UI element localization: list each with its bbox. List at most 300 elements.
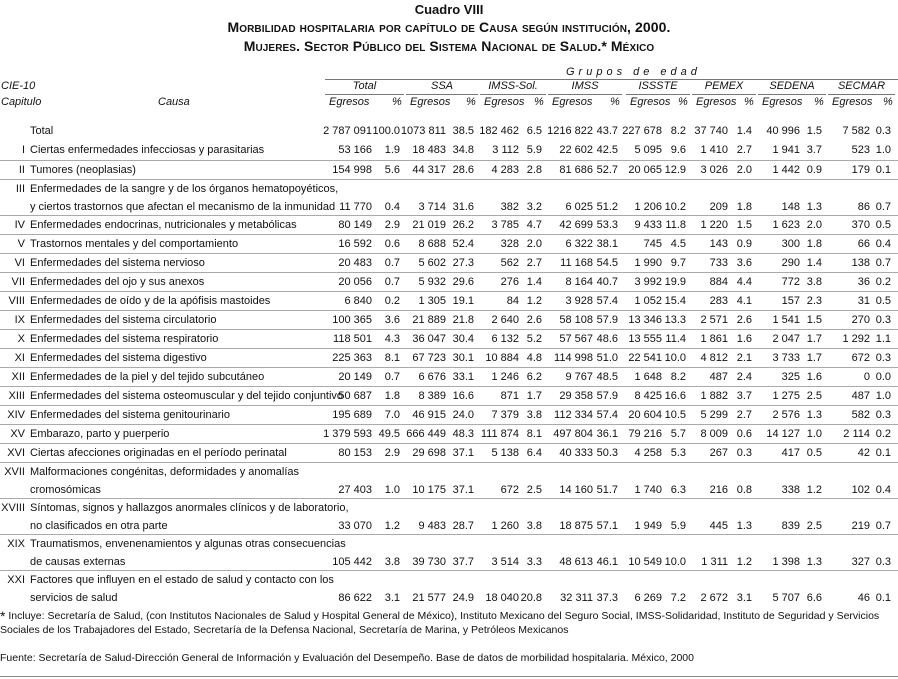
- group-header-imss: IMSS: [571, 80, 599, 92]
- egresos-value: 1 623: [772, 219, 800, 231]
- super-header-grupos: Grupos de edad: [566, 66, 701, 78]
- percent-value: 3.6: [384, 314, 400, 326]
- percent-value: 3.8: [384, 556, 400, 568]
- percent-value: 1.5: [806, 125, 822, 137]
- percent-value: 2.0: [806, 219, 822, 231]
- egresos-value: 22 541: [628, 352, 662, 364]
- egresos-value: 102: [851, 484, 870, 496]
- footnote-text: Incluye: Secretaría de Salud, (con Institutos Nacionales de Salud y Hospital General de México), Instituto Mexicano del Seguro Social, IMSS-Solidaridad, Instituto de Seguridad y Servicios Sociales de los Trabajadores del Estado, Secretaría de la Defensa Nacional, Secretaría de Marina, y Petróleos Mexicanos: [0, 610, 880, 636]
- cause-label: Enfermedades del sistema nervioso: [30, 257, 205, 269]
- egresos-value: 1 305: [418, 295, 446, 307]
- group-header-rule: [406, 94, 478, 95]
- chapter-numeral: IX: [14, 314, 25, 326]
- percent-value: 2.0: [736, 164, 752, 176]
- cause-label: Embarazo, parto y puerperio: [30, 428, 170, 440]
- table-subtitle: Mujeres. Sector Público del Sistema Nacional de Salud.* México: [243, 38, 655, 54]
- cause-label: Enfermedades del sistema respiratorio: [30, 333, 219, 345]
- percent-value: 9.7: [670, 257, 686, 269]
- egresos-value: 1 052: [634, 295, 662, 307]
- percent-value: 13.3: [664, 314, 686, 326]
- egresos-value: 86: [857, 201, 870, 213]
- percent-value: 31.6: [452, 201, 474, 213]
- percent-value: 16.6: [452, 390, 474, 402]
- chapter-numeral: XIX: [7, 538, 25, 550]
- egresos-value: 22 602: [559, 144, 593, 156]
- egresos-value: 7 379: [491, 409, 519, 421]
- percent-value: 51.7: [596, 484, 618, 496]
- percent-value: 3.8: [526, 520, 542, 532]
- percent-value: 15.4: [664, 295, 686, 307]
- egresos-value: 1 206: [634, 201, 662, 213]
- percent-value: 5.7: [670, 428, 686, 440]
- egresos-value: 182 462: [479, 125, 519, 137]
- egresos-value: 884: [709, 276, 728, 288]
- egresos-value: 3 714: [418, 201, 446, 213]
- percent-value: 0.3: [875, 409, 891, 421]
- percent-value: 11.4: [665, 333, 686, 345]
- egresos-value: 114 998: [554, 352, 593, 364]
- percent-value: 1.5: [806, 314, 822, 326]
- egresos-value: 21 019: [412, 219, 446, 231]
- egresos-value: 66: [857, 238, 870, 250]
- cause-label: Ciertas enfermedades infecciosas y parasitarias: [30, 144, 265, 156]
- table-label: Cuadro VIII: [414, 2, 484, 17]
- chapter-numeral: XVI: [7, 447, 25, 459]
- chapter-numeral: XV: [10, 428, 25, 440]
- egresos-value: 20 483: [338, 257, 372, 269]
- egresos-value: 8 688: [418, 238, 446, 250]
- percent-value: 10.0: [664, 352, 686, 364]
- egresos-value: 672: [500, 484, 519, 496]
- egresos-value: 300: [781, 238, 800, 250]
- egresos-value: 1 949: [634, 520, 662, 532]
- egresos-value: 42: [857, 447, 870, 459]
- percent-value: 1.3: [736, 520, 752, 532]
- egresos-value: 417: [781, 447, 800, 459]
- egresos-value: 1 541: [772, 314, 800, 326]
- egresos-value: 14 127: [766, 428, 800, 440]
- percent-value: 2.0: [526, 238, 542, 250]
- percent-value: 6.2: [526, 371, 542, 383]
- egresos-value: 39 730: [412, 556, 446, 568]
- percent-value: 37.3: [596, 592, 618, 604]
- egresos-value: 81 686: [559, 164, 593, 176]
- percent-value: 1.7: [806, 333, 822, 345]
- egresos-value: 40 996: [766, 125, 800, 137]
- percent-value: 49.5: [378, 428, 400, 440]
- chapter-numeral: XVII: [4, 466, 25, 478]
- percent-value: 0.5: [806, 447, 822, 459]
- footnote-marker: *: [0, 608, 6, 624]
- percent-value: 52.4: [452, 238, 474, 250]
- egresos-value: 58 108: [559, 314, 593, 326]
- percent-subheader: %: [744, 96, 754, 108]
- egresos-value: 2 114: [843, 428, 870, 440]
- egresos-value: 1 379 593: [323, 428, 372, 440]
- egresos-value: 1 740: [634, 484, 662, 496]
- egresos-value: 3 112: [492, 144, 519, 156]
- egresos-value: 5 707: [772, 592, 800, 604]
- egresos-value: 67 723: [412, 352, 446, 364]
- percent-value: 24.9: [452, 592, 474, 604]
- table-row: [0, 498, 898, 535]
- table-row: [0, 179, 898, 216]
- percent-subheader: %: [466, 96, 476, 108]
- cause-label: Factores que influyen en el estado de salud y contacto con los: [30, 574, 334, 586]
- egresos-value: 8 009: [700, 428, 728, 440]
- percent-value: 57.9: [596, 390, 618, 402]
- egresos-value: 523: [851, 144, 870, 156]
- egresos-value: 36 047: [412, 333, 446, 345]
- egresos-value: 2 576: [772, 409, 800, 421]
- cause-label: Enfermedades de la piel y del tejido subcutáneo: [30, 371, 265, 383]
- percent-value: 3.8: [806, 276, 822, 288]
- percent-value: 51.2: [596, 201, 618, 213]
- percent-value: 1.3: [806, 201, 822, 213]
- egresos-value: 1 311: [701, 556, 728, 568]
- group-header-pemex: PEMEX: [704, 80, 744, 92]
- group-header-rule: [325, 94, 404, 95]
- chapter-numeral: XIV: [7, 409, 25, 421]
- percent-value: 43.7: [596, 125, 618, 137]
- egresos-value: 9 483: [418, 520, 446, 532]
- percent-value: 42.5: [596, 144, 618, 156]
- percent-value: 1.8: [736, 201, 752, 213]
- percent-value: 0.7: [384, 371, 400, 383]
- table-row: [0, 570, 898, 607]
- egresos-value: 13 346: [628, 314, 662, 326]
- egresos-value: 14 160: [559, 484, 593, 496]
- egresos-value: 497 804: [553, 428, 593, 440]
- percent-value: 7.2: [670, 592, 686, 604]
- percent-value: 2.9: [384, 219, 400, 231]
- percent-value: 5.3: [670, 447, 686, 459]
- egresos-value: 118 501: [333, 333, 372, 345]
- percent-value: 3.3: [526, 556, 542, 568]
- percent-value: 57.9: [596, 314, 618, 326]
- table-row: [0, 141, 898, 160]
- egresos-value: 3 026: [700, 164, 728, 176]
- percent-value: 0.9: [736, 238, 752, 250]
- egresos-value: 29 358: [559, 390, 593, 402]
- bottom-rule: [0, 676, 898, 677]
- table-row: [0, 253, 898, 273]
- percent-subheader: %: [392, 96, 402, 108]
- percent-value: 4.1: [736, 295, 752, 307]
- egresos-value: 179: [851, 164, 870, 176]
- table-row: [0, 405, 898, 425]
- egresos-value: 20 604: [628, 409, 662, 421]
- percent-value: 6.3: [670, 484, 686, 496]
- egresos-value: 5 602: [418, 257, 446, 269]
- percent-value: 1.5: [736, 219, 752, 231]
- table-row: [0, 160, 898, 180]
- egresos-value: 328: [500, 238, 519, 250]
- egresos-value: 2 047: [772, 333, 800, 345]
- table-row: [0, 386, 898, 406]
- cause-label: Malformaciones congénitas, deformidades y anomalías: [30, 466, 300, 478]
- egresos-value: 1 648: [634, 371, 662, 383]
- percent-value: 0.1: [875, 164, 891, 176]
- egresos-value: 10 884: [485, 352, 519, 364]
- egresos-value: 143: [709, 238, 728, 250]
- percent-value: 9.6: [670, 144, 686, 156]
- table-row: [0, 122, 898, 141]
- chapter-numeral: I: [21, 144, 25, 156]
- group-header-secmar: SECMAR: [837, 80, 886, 92]
- egresos-value: 112 334: [554, 409, 593, 421]
- egresos-subheader: Egresos: [410, 96, 451, 108]
- percent-value: 57.1: [596, 520, 618, 532]
- percent-value: 52.7: [596, 164, 618, 176]
- egresos-value: 18 875: [559, 520, 593, 532]
- table-row: [0, 348, 898, 368]
- egresos-value: 3 514: [491, 556, 519, 568]
- egresos-value: 84: [506, 295, 519, 307]
- percent-value: 51.0: [596, 352, 618, 364]
- percent-value: 48.6: [596, 333, 618, 345]
- egresos-value: 8 389: [418, 390, 446, 402]
- percent-value: 6.4: [526, 447, 542, 459]
- percent-value: 48.3: [452, 428, 474, 440]
- egresos-value: 219: [851, 520, 870, 532]
- table-row: [0, 272, 898, 292]
- percent-subheader: %: [678, 96, 688, 108]
- egresos-value: 195 689: [332, 409, 372, 421]
- egresos-value: 871: [500, 390, 519, 402]
- egresos-subheader: Egresos: [630, 96, 671, 108]
- egresos-value: 21 577: [412, 592, 446, 604]
- egresos-value: 5 299: [700, 409, 728, 421]
- cause-label: no clasificados en otra parte: [30, 520, 168, 532]
- egresos-value: 27 403: [338, 484, 372, 496]
- egresos-value: 582: [851, 409, 870, 421]
- percent-value: 4.5: [670, 238, 686, 250]
- cause-label: Síntomas, signos y hallazgos anormales clínicos y de laboratorio,: [30, 502, 349, 514]
- percent-value: 2.4: [736, 371, 752, 383]
- chapter-numeral: XIII: [8, 390, 25, 402]
- egresos-value: 733: [709, 257, 728, 269]
- egresos-value: 3 785: [491, 219, 519, 231]
- percent-value: 1.2: [806, 484, 822, 496]
- egresos-value: 5 932: [418, 276, 446, 288]
- chapter-numeral: XII: [11, 371, 25, 383]
- percent-value: 37.7: [452, 556, 474, 568]
- percent-value: 2.6: [526, 314, 542, 326]
- percent-value: 2.7: [736, 144, 752, 156]
- percent-value: 57.4: [596, 295, 618, 307]
- percent-value: 1.7: [526, 390, 542, 402]
- percent-value: 1.9: [384, 144, 400, 156]
- cause-label: y ciertos trastornos que afectan el mecanismo de la inmunidad: [30, 201, 336, 213]
- egresos-value: 1 246: [491, 371, 519, 383]
- percent-value: 24.0: [452, 409, 474, 421]
- table-row: [0, 291, 898, 311]
- percent-value: 37.1: [452, 484, 474, 496]
- cause-label: Enfermedades endocrinas, nutricionales y metabólicas: [30, 219, 297, 231]
- egresos-value: 6 322: [565, 238, 593, 250]
- egresos-value: 46: [857, 592, 870, 604]
- egresos-value: 666 449: [406, 428, 446, 440]
- cause-label: Enfermedades del sistema circulatorio: [30, 314, 217, 326]
- percent-value: 1.0: [806, 428, 822, 440]
- chapter-numeral: XI: [14, 352, 25, 364]
- percent-value: 8.1: [384, 352, 400, 364]
- egresos-value: 18 040: [485, 592, 519, 604]
- egresos-value: 48 613: [559, 556, 593, 568]
- egresos-value: 370: [851, 219, 870, 231]
- footnote: [0, 609, 898, 637]
- chapter-numeral: VII: [11, 276, 25, 288]
- percent-value: 4.3: [384, 333, 400, 345]
- egresos-value: 327: [851, 556, 870, 568]
- percent-value: 0.0: [875, 371, 891, 383]
- egresos-subheader: Egresos: [329, 96, 370, 108]
- egresos-value: 2 787 091: [323, 125, 372, 137]
- percent-value: 1.0: [384, 484, 400, 496]
- cie-label: CIE-10: [1, 80, 36, 92]
- chapter-numeral: III: [15, 183, 25, 195]
- egresos-value: 138: [851, 257, 870, 269]
- percent-value: 0.7: [875, 520, 891, 532]
- percent-value: 2.5: [806, 390, 822, 402]
- egresos-value: 8 425: [634, 390, 662, 402]
- egresos-value: 1 292: [842, 333, 870, 345]
- percent-value: 8.2: [670, 125, 686, 137]
- percent-value: 27.3: [452, 257, 474, 269]
- chapter-numeral: XXI: [7, 574, 25, 586]
- percent-value: 10.0: [664, 556, 686, 568]
- percent-value: 0.7: [384, 276, 400, 288]
- egresos-value: 31: [857, 295, 870, 307]
- egresos-value: 290: [781, 257, 800, 269]
- egresos-value: 9 767: [565, 371, 593, 383]
- egresos-value: 2 640: [491, 314, 519, 326]
- percent-value: 0.3: [875, 314, 891, 326]
- percent-value: 26.2: [452, 219, 474, 231]
- cause-label: Trastornos mentales y del comportamiento: [30, 238, 239, 250]
- egresos-value: 1 220: [700, 219, 728, 231]
- egresos-value: 16 592: [338, 238, 372, 250]
- egresos-value: 10 549: [628, 556, 662, 568]
- percent-value: 2.7: [736, 409, 752, 421]
- egresos-value: 325: [781, 371, 800, 383]
- percent-value: 0.5: [875, 219, 891, 231]
- percent-subheader: %: [610, 96, 620, 108]
- egresos-value: 9 433: [634, 219, 662, 231]
- percent-value: 2.8: [526, 164, 542, 176]
- percent-value: 0.3: [875, 352, 891, 364]
- percent-value: 1.4: [736, 125, 752, 137]
- chapter-numeral: X: [17, 333, 25, 345]
- egresos-value: 10 175: [412, 484, 446, 496]
- egresos-value: 227 678: [622, 125, 662, 137]
- egresos-value: 53 166: [338, 144, 372, 156]
- table-title-block: [0, 2, 898, 56]
- percent-value: 0.6: [736, 428, 752, 440]
- percent-value: 0.6: [384, 238, 400, 250]
- egresos-value: 18 483: [412, 144, 446, 156]
- egresos-value: 209: [709, 201, 728, 213]
- percent-value: 0.4: [384, 201, 400, 213]
- percent-value: 7.0: [384, 409, 400, 421]
- percent-value: 38.1: [596, 238, 618, 250]
- percent-value: 3.1: [736, 592, 752, 604]
- percent-value: 54.5: [596, 257, 618, 269]
- percent-value: 28.7: [452, 520, 474, 532]
- percent-value: 5.9: [670, 520, 686, 532]
- capitulo-label: Capitulo: [1, 96, 42, 108]
- chapter-numeral: VIII: [8, 295, 25, 307]
- egresos-value: 382: [500, 201, 519, 213]
- percent-value: 0.3: [875, 125, 891, 137]
- percent-value: 8.1: [526, 428, 542, 440]
- egresos-subheader: Egresos: [552, 96, 593, 108]
- group-header-rule: [548, 94, 622, 95]
- egresos-value: 270: [851, 314, 870, 326]
- percent-value: 0.7: [384, 257, 400, 269]
- percent-value: 10.2: [664, 201, 686, 213]
- percent-value: 36.1: [596, 428, 618, 440]
- egresos-value: 216: [709, 484, 728, 496]
- group-header-imsssol: IMSS-Sol.: [488, 80, 538, 92]
- percent-value: 5.2: [526, 333, 542, 345]
- egresos-value: 4 258: [634, 447, 662, 459]
- egresos-value: 20 149: [338, 371, 372, 383]
- group-header-sedena: SEDENA: [769, 80, 815, 92]
- egresos-value: 154 998: [332, 164, 372, 176]
- percent-value: 4.4: [736, 276, 752, 288]
- percent-value: 1.8: [806, 238, 822, 250]
- percent-value: 57.4: [596, 409, 618, 421]
- egresos-value: 148: [781, 201, 800, 213]
- egresos-value: 157: [781, 295, 800, 307]
- cause-label: Enfermedades del sistema osteomuscular y del tejido conjuntivo: [30, 390, 344, 402]
- percent-value: 20.8: [520, 592, 542, 604]
- egresos-value: 6 840: [344, 295, 372, 307]
- cause-label: Enfermedades de la sangre y de los órganos hematopoyéticos,: [30, 183, 339, 195]
- egresos-value: 11 770: [339, 201, 372, 213]
- percent-subheader: %: [534, 96, 544, 108]
- egresos-value: 1 260: [491, 520, 519, 532]
- percent-value: 12.9: [664, 164, 686, 176]
- percent-value: 3.6: [736, 257, 752, 269]
- egresos-value: 487: [709, 371, 728, 383]
- percent-value: 33.1: [452, 371, 474, 383]
- percent-value: 0.4: [875, 238, 891, 250]
- percent-value: 1.6: [736, 333, 752, 345]
- percent-value: 3.1: [384, 592, 400, 604]
- egresos-value: 111 874: [480, 428, 519, 440]
- percent-value: 2.3: [806, 295, 822, 307]
- egresos-value: 338: [781, 484, 800, 496]
- egresos-value: 46 915: [412, 409, 446, 421]
- cause-label: Enfermedades del sistema digestivo: [30, 352, 207, 364]
- cause-label: Enfermedades del sistema genitourinario: [30, 409, 230, 421]
- egresos-value: 4 812: [700, 352, 728, 364]
- egresos-value: 487: [851, 390, 870, 402]
- percent-value: 2.5: [806, 520, 822, 532]
- percent-value: 16.6: [664, 390, 686, 402]
- cause-label: Total: [30, 125, 54, 137]
- percent-value: 3.2: [526, 201, 542, 213]
- percent-value: 3.7: [806, 144, 822, 156]
- egresos-value: 105 442: [332, 556, 372, 568]
- cause-label: de causas externas: [30, 556, 126, 568]
- group-header-rule: [828, 94, 895, 95]
- group-header-total: Total: [352, 80, 377, 92]
- percent-value: 10.5: [664, 409, 686, 421]
